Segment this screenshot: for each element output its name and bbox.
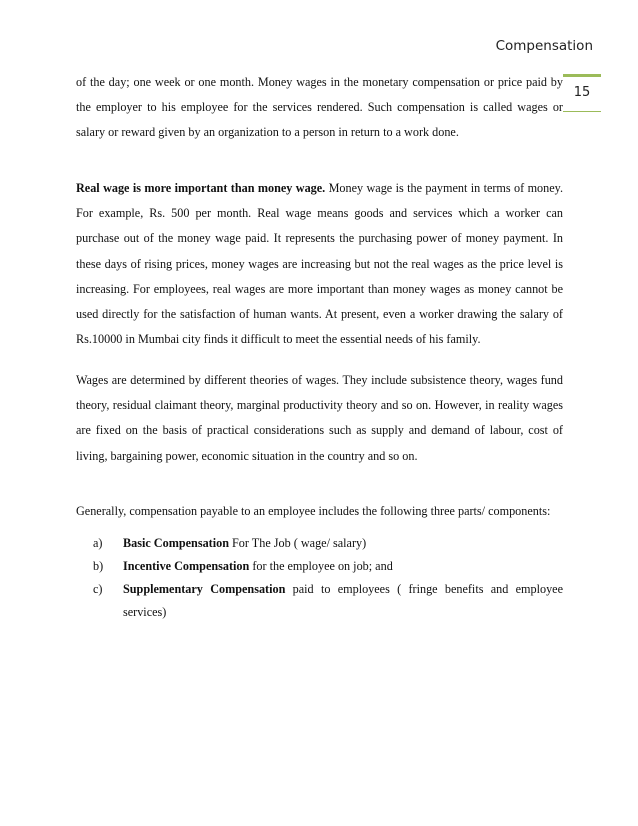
component-title: Incentive Compensation [123, 559, 250, 573]
list-marker: a) [93, 536, 103, 550]
real-wage-heading: Real wage is more important than money wage. [76, 181, 326, 195]
component-description: For The Job ( wage/ salary) [228, 536, 367, 550]
page-number-bottom-rule [563, 111, 601, 112]
component-description: for the employee on job; and [249, 559, 393, 573]
component-item-basic [93, 532, 563, 555]
component-title: Basic Compensation [123, 536, 229, 550]
component-description: paid to employees ( fringe benefits and employee services) [123, 582, 564, 619]
component-title: Supplementary Compensation [123, 582, 286, 596]
list-marker: c) [93, 582, 103, 596]
component-item-incentive [93, 555, 563, 578]
component-item-supplementary [93, 578, 563, 624]
paragraph-real-wage [76, 176, 563, 352]
running-header-title: Compensation [495, 38, 593, 54]
real-wage-text: Money wage is the payment in terms of money. For example, Rs. 500 per month. Real wage means goods and services which a worker can purchase out of the money wage paid. It represents the purchasing power of money payment. In these days of rising prices, money wages are increasing but not the real wages as the price level is increasing. For employees, real wages are more important than money wages as money cannot be used directly for the satisfaction of human wants. At present, even a worker drawing the salary of Rs.10000 in Mumbai city finds it difficult to meet the essential needs of his family. [76, 181, 563, 347]
page-number-top-rule [563, 74, 601, 77]
paragraph-wage-theories: Wages are determined by different theories of wages. They include subsistence theory, wages fund theory, residual claimant theory, marginal productivity theory and so on. However, in reality wages are fixed on the basis of practical considerations such as supply and demand of labour, cost of living, bargaining power, economic situation in the country and so on. [76, 373, 563, 463]
components-list [76, 532, 563, 624]
list-marker: b) [93, 559, 104, 573]
paragraph-components-intro: Generally, compensation payable to an employee includes the following three parts/ components: [76, 504, 551, 518]
page-number: 15 [573, 85, 591, 100]
paragraph-money-wages: of the day; one week or one month. Money wages in the monetary compensation or price paid by the employer to his employee for the services rendered. Such compensation is called wages or salary or reward given by an organization to a person in return to a work done. [76, 75, 563, 140]
page-number-box [563, 74, 601, 112]
